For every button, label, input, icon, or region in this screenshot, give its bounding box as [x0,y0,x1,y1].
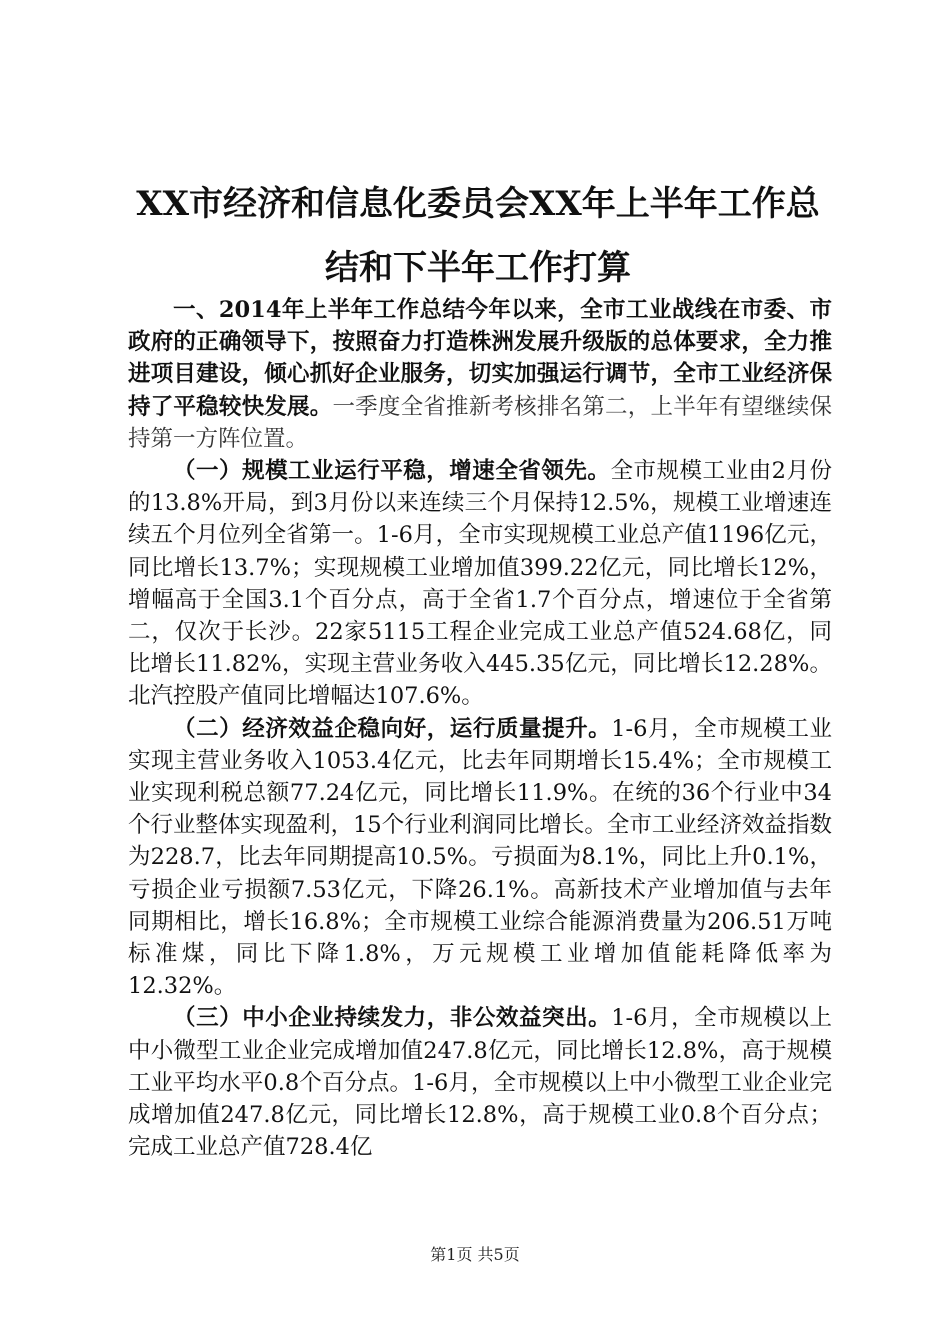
page-footer: 第1页 共5页 [430,1245,520,1264]
paragraph-section-1 [128,455,832,713]
section-heading: （一）规模工业运行平稳，增速全省领先。 [173,458,611,485]
section-heading: （三）中小企业持续发力，非公效益突出。 [173,1005,612,1032]
paragraph-lead: 一、2014年上半年工作总结今年以来，全市工业战线在市委、市政府的正确领导下，按照奋力打造株洲发展升级版的总体要求，全力推进项目建设，倾心抓好企业服务，切实加强运行调节，全市工业经济保持了平稳较快发展。 [128,297,832,420]
paragraph-text: 1-6月，全市规模以上中小微型工业企业完成增加值247.8亿元，同比增长12.8%，高于规模工业平均水平0.8个百分点。1-6月，全市规模以上中小微型工业企业完成增加值247.8亿元，同比增长12.8%，高于规模工业0.8个百分点；完成工业总产值728.4亿 [128,1005,832,1161]
section-heading: （二）经济效益企稳向好，运行质量提升。 [173,715,612,742]
paragraph-text: 全市规模工业由2月份的13.8%开局，到3月份以来连续三个月保持12.5%，规模工业增速连续五个月位列全省第一。1-6月，全市实现规模工业总产值1196亿元，同比增长13.7%；实现规模工业增加值399.22亿元，同比增长12%，增幅高于全国3.1个百分点，高于全省1.7个百分点，增速位于全省第二，仅次于长沙。22家5115工程企业完成工业总产值524.68亿，同比增长11.82%，实现主营业务收入445.35亿元，同比增长12.28%。北汽控股产值同比增幅达107.6%。 [128,458,832,710]
document-title [128,172,828,300]
paragraph-text: 1-6月，全市规模工业实现主营业务收入1053.4亿元，比去年同期增长15.4%；全市规模工业实现利税总额77.24亿元，同比增长11.9%。在统的36个行业中34个行业整体实现盈利，15个行业利润同比增长。全市工业经济效益指数为228.7，比去年同期提高10.5%。亏损面为8.1%，同比上升0.1%，亏损企业亏损额7.53亿元，下降26.1%。高新技术产业增加值与去年同期相比，增长16.8%；全市规模工业综合能源消费量为206.51万吨标准煤，同比下降1.8%，万元规模工业增加值能耗降低率为12.32%。 [128,715,832,1000]
paragraph-section-3 [128,1002,832,1163]
document-body [128,294,832,1163]
title-line-1: XX市经济和信息化委员会XX年上半年工作总 [136,184,820,224]
paragraph-summary [128,294,832,455]
paragraph-section-2 [128,713,832,1003]
title-line-2: 结和下半年工作打算 [325,248,631,288]
paragraph-text: 一季度全省推新考核排名第二，上半年有望继续保持第一方阵位置。 [128,393,832,452]
